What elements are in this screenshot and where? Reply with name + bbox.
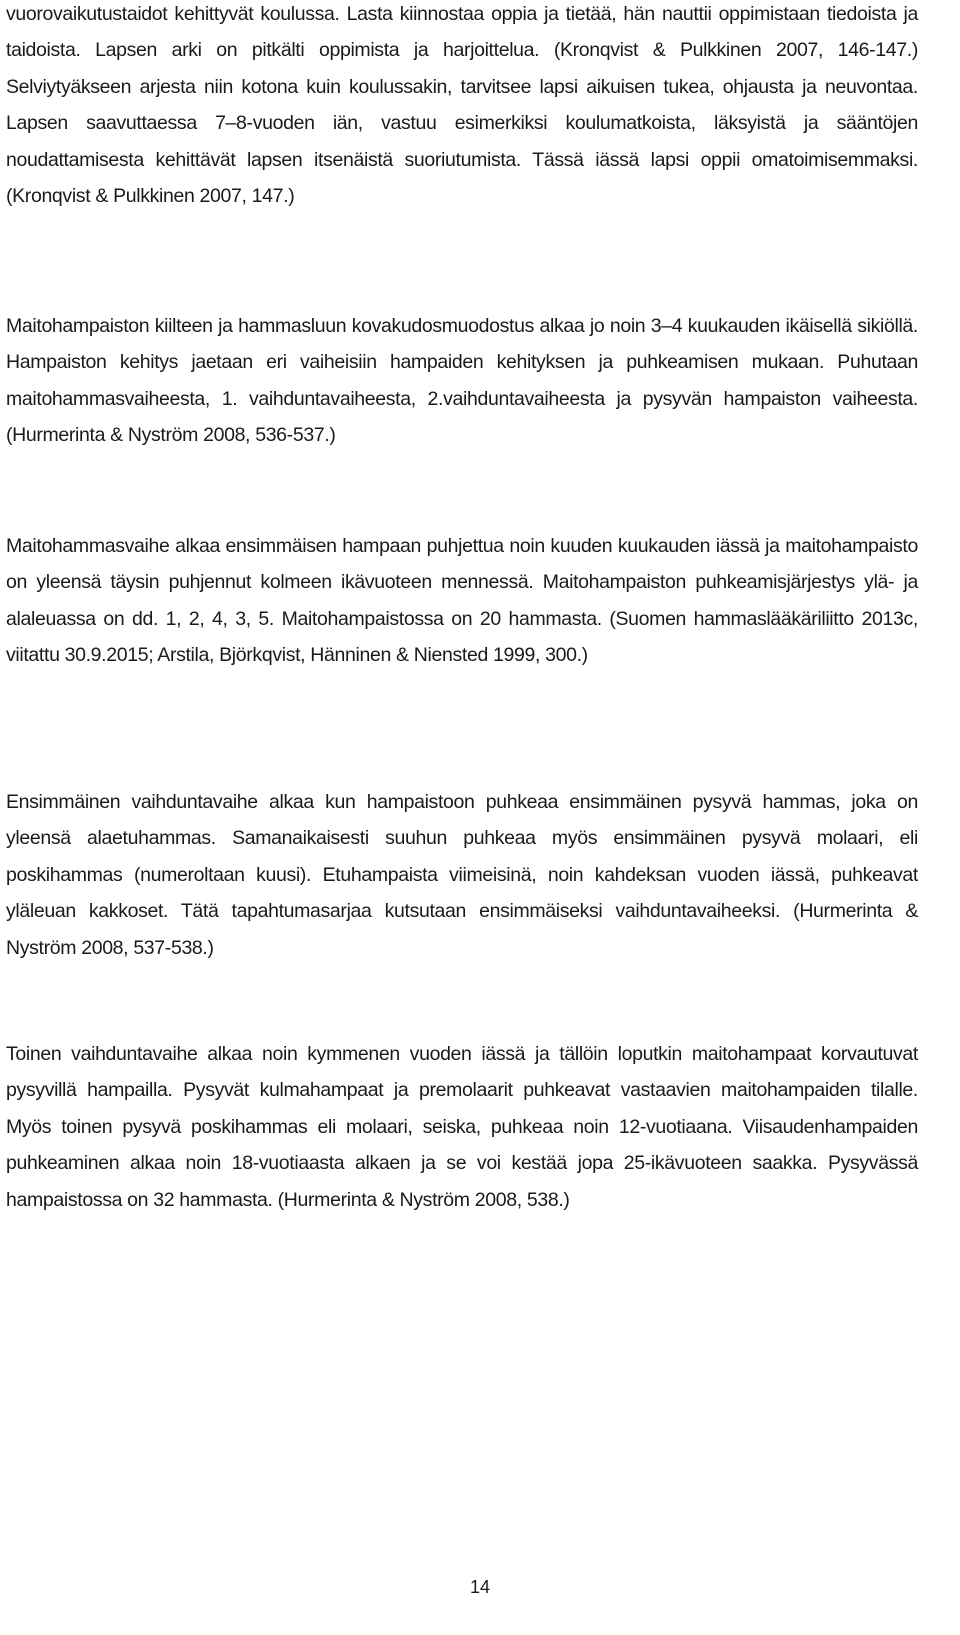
paragraph-second-transitional-phase: Toinen vaihduntavaihe alkaa noin kymmenen vuoden iässä ja tällöin loputkin maitohampaat korvautuvat pysyvillä hampailla. Pysyvät kulmahampaat ja premolaarit puhkeavat vastaavien maitohampaiden tilalle. Myös toinen pysyvä poskihammas eli molaari, seiska, puhkeaa noin 12-vuotiaana. Viisaudenhampaiden puhkeaminen alkaa noin 18-vuotiaasta alkaen ja se voi kestää jopa 25-ikävuoteen saakka. Pysyvässä hampaistossa on 32 hammasta. (Hurmerinta & Nyström 2008, 538.) (6, 1043, 918, 1211)
paragraph-first-transitional-phase: Ensimmäinen vaihduntavaihe alkaa kun hampaistoon puhkeaa ensimmäinen pysyvä hammas, joka on yleensä alaetuhammas. Samanaikaisesti suuhun puhkeaa myös ensimmäinen pysyvä molaari, eli poskihammas (numeroltaan kuusi). Etuhampaista viimeisinä, noin kahdeksan vuoden iässä, puhkeavat yläleuan kakkoset. Tätä tapahtumasarjaa kutsutaan ensimmäiseksi vaihduntavaiheeksi. (Hurmerinta & Nyström 2008, 537-538.) (6, 791, 918, 959)
paragraph-primary-dentition: Maitohammasvaihe alkaa ensimmäisen hampaan puhjettua noin kuuden kuukauden iässä ja maitohampaisto on yleensä täysin puhjennut kolmeen ikävuoteen mennessä. Maitohampaiston puhkeamisjärjestys ylä- ja alaleuassa on dd. 1, 2, 4, 3, 5. Maitohampaistossa on 20 hammasta. (Suomen hammaslääkäriliitto 2013c, viitattu 30.9.2015; Arstila, Björkqvist, Hänninen & Niensted 1999, 300.) (6, 535, 918, 667)
page-number: 14 (469, 1577, 491, 1597)
paragraph-child-development: vuorovaikutustaidot kehittyvät koulussa. Lasta kiinnostaa oppia ja tietää, hän nauttii oppimistaan tiedoista ja taidoista. Lapsen arki on pitkälti oppimista ja harjoittelua. (Kronqvist & Pulkkinen 2007, 146-147.) Selviytyäkseen arjesta niin kotona kuin koulussakin, tarvitsee lapsi aikuisen tukea, ohjausta ja neuvontaa. Lapsen saavuttaessa 7–8-vuoden iän, vastuu esimerkiksi koulumatkoista, läksyistä ja sääntöjen noudattamisesta kehittävät lapsen itsenäistä suoriutumista. Tässä iässä lapsi oppii omatoimisemmaksi. (Kronqvist & Pulkkinen 2007, 147.) (6, 3, 918, 208)
paragraph-tooth-development-stages: Maitohampaiston kiilteen ja hammasluun kovakudosmuodostus alkaa jo noin 3–4 kuukauden ikäisellä sikiöllä. Hampaiston kehitys jaetaan eri vaiheisiin hampaiden kehityksen ja puhkeamisen mukaan. Puhutaan maitohammasvaiheesta, 1. vaihduntavaiheesta, 2.vaihduntavaiheesta ja pysyvän hampaiston vaiheesta. (Hurmerinta & Nyström 2008, 536-537.) (6, 315, 918, 447)
